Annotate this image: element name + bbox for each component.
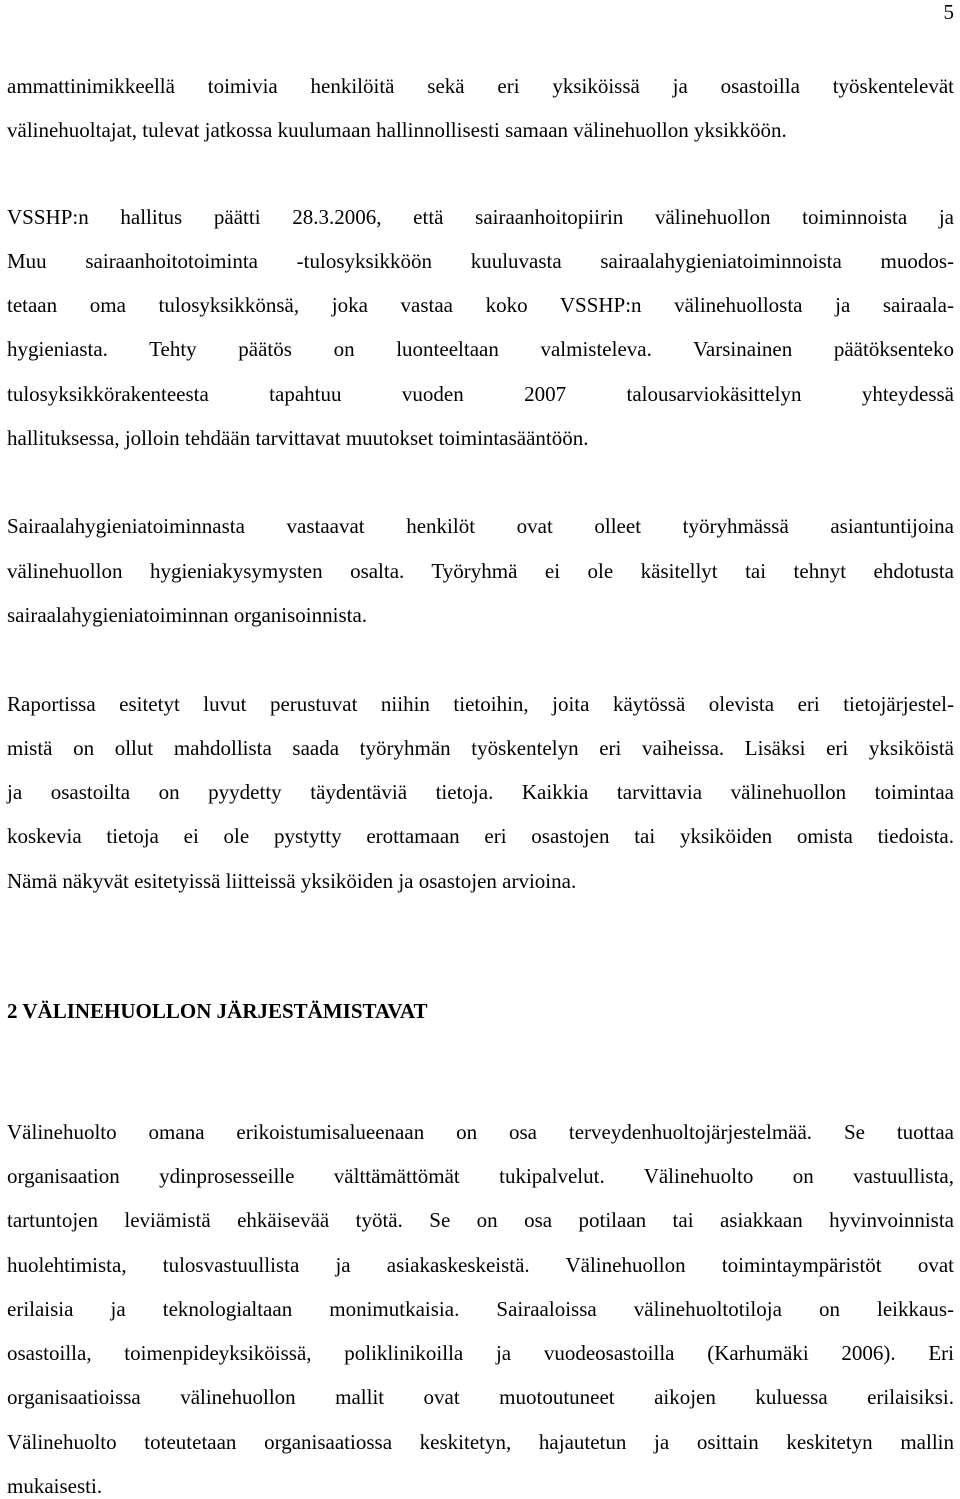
- text-line: Välinehuolto toteutetaan organisaatiossa keskitetyn, hajautetun ja osittain keskitetyn mallin: [7, 1430, 954, 1454]
- text-line: Nämä näkyvät esitetyissä liitteissä yksiköiden ja osastojen arvioina.: [7, 869, 577, 893]
- text-line: välinehuollon hygieniakysymysten osalta. Työryhmä ei ole käsitellyt tai tehnyt ehdotusta: [7, 559, 954, 583]
- text-line: huolehtimista, tulosvastuullista ja asiakaskeskeistä. Välinehuollon toimintaympäristöt ovat: [7, 1253, 954, 1277]
- text-line: VSSHP:n hallitus päätti 28.3.2006, että sairaanhoitopiirin välinehuollon toiminnoista ja: [7, 205, 954, 229]
- text-line: hallituksessa, jolloin tehdään tarvittavat muutokset toimintasääntöön.: [7, 426, 589, 450]
- text-line: osastoilla, toimenpideyksiköissä, poliklinikoilla ja vuodeosastoilla (Karhumäki 2006). Eri: [7, 1341, 954, 1365]
- section-heading: 2 VÄLINEHUOLLON JÄRJESTÄMISTAVAT: [7, 999, 428, 1023]
- text-line: tetaan oma tulosyksikkönsä, joka vastaa koko VSSHP:n välinehuollosta ja sairaala-: [7, 293, 954, 317]
- text-line: mukaisesti.: [7, 1474, 103, 1498]
- page-number: 5: [943, 0, 954, 24]
- text-line: ammattinimikkeellä toimivia henkilöitä sekä eri yksiköissä ja osastoilla työskentelevät: [7, 74, 954, 98]
- text-line: tartuntojen leviämistä ehkäisevää työtä. Se on osa potilaan tai asiakkaan hyvinvoinnista: [7, 1208, 954, 1232]
- text-line: erilaisia ja teknologialtaan monimutkaisia. Sairaaloissa välinehuoltotiloja on leikkaus-: [7, 1297, 954, 1321]
- text-line: Raportissa esitetyt luvut perustuvat niihin tietoihin, joita käytössä olevista eri tietojärjestel-: [7, 692, 954, 716]
- text-line: Välinehuolto omana erikoistumisalueenaan on osa terveydenhuoltojärjestelmää. Se tuottaa: [7, 1120, 954, 1144]
- text-line: koskevia tietoja ei ole pystytty erottamaan eri osastojen tai yksiköiden omista tiedoista.: [7, 824, 954, 848]
- text-line: sairaalahygieniatoiminnan organisoinnista.: [7, 603, 368, 627]
- text-line: Muu sairaanhoitotoiminta -tulosyksikköön kuuluvasta sairaalahygieniatoiminnoista muodos-: [7, 249, 954, 273]
- text-line: ja osastoilta on pyydetty täydentäviä tietoja. Kaikkia tarvittavia välinehuollon toimintaa: [7, 780, 954, 804]
- text-line: organisaatioissa välinehuollon mallit ovat muotoutuneet aikojen kuluessa erilaisiksi.: [7, 1385, 954, 1409]
- text-line: organisaation ydinprosesseille välttämättömät tukipalvelut. Välinehuolto on vastuullista,: [7, 1164, 954, 1188]
- text-line: mistä on ollut mahdollista saada työryhmän työskentelyn eri vaiheissa. Lisäksi eri yksiköistä: [7, 736, 954, 760]
- text-line: hygieniasta. Tehty päätös on luonteeltaan valmisteleva. Varsinainen päätöksenteko: [7, 337, 954, 361]
- text-line: Sairaalahygieniatoiminnasta vastaavat henkilöt ovat olleet työryhmässä asiantuntijoina: [7, 514, 954, 538]
- text-line: tulosyksikkörakenteesta tapahtuu vuoden 2007 talousarviokäsittelyn yhteydessä: [7, 382, 954, 406]
- text-line: välinehuoltajat, tulevat jatkossa kuulumaan hallinnollisesti samaan välinehuollon yksikköön.: [7, 118, 787, 142]
